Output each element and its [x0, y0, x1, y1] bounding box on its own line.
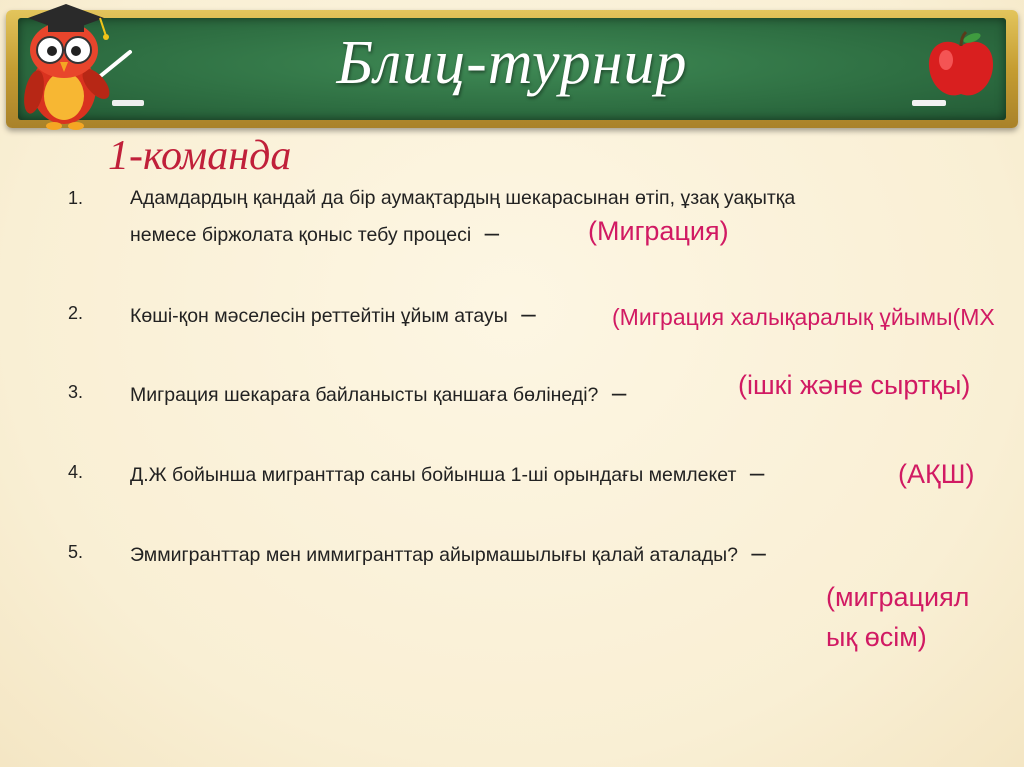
question-text: [130, 298, 536, 331]
answer-text: (ішкі және сыртқы): [738, 370, 971, 400]
answer-text: (АҚШ): [898, 459, 975, 489]
question-line-text: немесе біржолата қоныс тебу процесі: [130, 224, 472, 246]
question-line-text: Миграция шекараға байланысты қаншаға бөлінеді?: [130, 384, 599, 406]
question-number: 5.: [68, 542, 84, 562]
dash-separator: –: [484, 217, 500, 247]
question-line: Адамдардың қандай да бір аумақтардың шекарасынан өтіп, ұзақ уақытқа: [130, 187, 796, 209]
apple-icon: [924, 30, 998, 102]
team-label: 1-команда: [108, 133, 292, 179]
question-line-text: Д.Ж бойынша мигранттар саны бойынша 1-ші орындағы мемлекет: [130, 464, 737, 486]
owl-teacher-icon: [14, 0, 134, 140]
question-number: 4.: [68, 462, 84, 482]
question-line-text: Эммигранттар мен иммигранттар айырмашылығы қалай аталады?: [130, 544, 738, 566]
question-number: 1.: [68, 188, 84, 208]
page-title: Блиц-турнир: [336, 29, 688, 97]
question-text: [130, 457, 764, 490]
question-number: 2.: [68, 303, 84, 323]
dash-separator: –: [751, 537, 766, 567]
answer-text-line: ық өсім): [826, 622, 927, 652]
question-text: [130, 377, 626, 410]
question-text: [130, 537, 766, 570]
question-number: 3.: [68, 382, 84, 402]
dash-separator: –: [611, 377, 627, 407]
question-line-text: Көші-қон мәселесін реттейтін ұйым атауы: [130, 305, 508, 327]
answer-text-line: (миграциял: [826, 582, 970, 612]
dash-separator: –: [521, 298, 536, 328]
answer-text: (Миграция халықаралық ұйымы(МХ: [612, 304, 995, 330]
answer-text: (Миграция): [588, 216, 729, 246]
dash-separator: –: [749, 457, 765, 487]
